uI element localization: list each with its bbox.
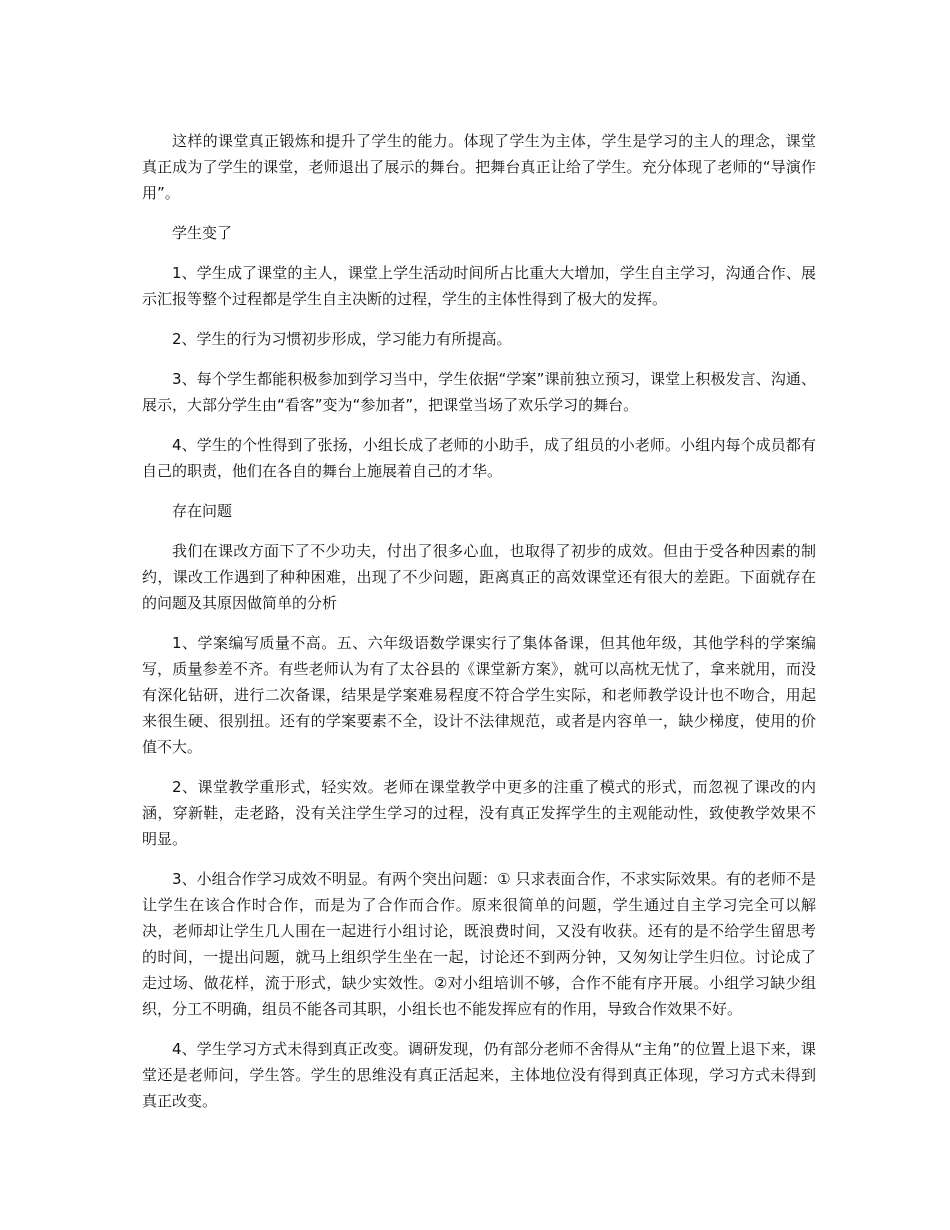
- paragraph-change-2: 2、学生的行为习惯初步形成，学习能力有所提高。: [172, 330, 512, 348]
- section-heading-problems: 存在问题: [172, 502, 233, 520]
- paragraph-change-1: 1、学生成了课堂的主人，课堂上学生活动时间所占比重大大增加，学生自主学习，沟通合作、展示汇报等整个过程都是学生自主决断的过程，学生的主体性得到了极大的发挥。: [142, 264, 816, 308]
- paragraph-problem-3: 3、小组合作学习成效不明显。有两个突出问题：① 只求表面合作，不求实际效果。有的老师不是让学生在该合作时合作，而是为了合作而合作。原来很简单的问题，学生通过自主学习完全可以解决，老师却让学生几人围在一起进行小组讨论，既浪费时间，又没有收获。还有的是不给学生留思考的时间，一提出问题，就马上组织学生坐在一起，讨论还不到两分钟，又匆匆让学生归位。讨论成了走过场、做花样，流于形式，缺少实效性。②对小组培训不够，合作不能有序开展。小组学习缺少组织，分工不明确，组员不能各司其职，小组长也不能发挥应有的作用，导致合作效果不好。: [142, 870, 816, 1018]
- paragraph-problem-2: 2、课堂教学重形式，轻实效。老师在课堂教学中更多的注重了模式的形式，而忽视了课改的内涵，穿新鞋，走老路，没有关注学生学习的过程，没有真正发挥学生的主观能动性，致使教学效果不明显。: [142, 778, 816, 848]
- paragraph-problems-intro: 我们在课改方面下了不少功夫，付出了很多心血，也取得了初步的成效。但由于受各种因素的制约，课改工作遇到了种种困难，出现了不少问题，距离真正的高效课堂还有很大的差距。下面就存在的问题及其原因做简单的分析: [142, 542, 816, 612]
- paragraph-problem-4: 4、学生学习方式未得到真正改变。调研发现，仍有部分老师不舍得从“主角”的位置上退下来，课堂还是老师问，学生答。学生的思维没有真正活起来，主体地位没有得到真正体现，学习方式未得到真正改变。: [142, 1040, 816, 1110]
- section-heading-students-changed: 学生变了: [172, 224, 233, 242]
- paragraph-change-3: 3、每个学生都能积极参加到学习当中，学生依据“学案”课前独立预习，课堂上积极发言、沟通、展示，大部分学生由“看客”变为“参加者”，把课堂当场了欢乐学习的舞台。: [142, 370, 816, 414]
- document-page: [142, 128, 816, 1128]
- paragraph-problem-1: 1、学案编写质量不高。五、六年级语数学课实行了集体备课，但其他年级，其他学科的学案编写，质量参差不齐。有些老师认为有了太谷县的《课堂新方案》，就可以高枕无忧了，拿来就用，而没有深化钻研，进行二次备课，结果是学案难易程度不符合学生实际，和老师教学设计也不吻合，用起来很生硬、很别扭。还有的学案要素不全，设计不法律规范，或者是内容单一，缺少梯度，使用的价值不大。: [142, 634, 816, 756]
- paragraph-intro: 这样的课堂真正锻炼和提升了学生的能力。体现了学生为主体，学生是学习的主人的理念，课堂真正成为了学生的课堂，老师退出了展示的舞台。把舞台真正让给了学生。充分体现了老师的“导演作用”。: [142, 132, 816, 202]
- paragraph-change-4: 4、学生的个性得到了张扬，小组长成了老师的小助手，成了组员的小老师。小组内每个成员都有自己的职责，他们在各自的舞台上施展着自己的才华。: [142, 436, 816, 480]
